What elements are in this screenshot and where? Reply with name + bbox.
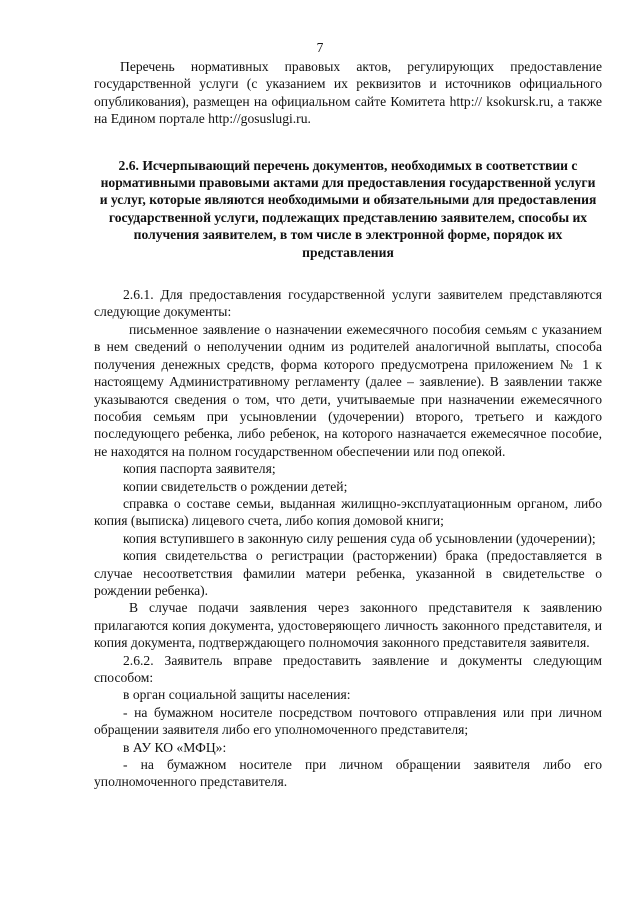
page-number: 7 — [316, 40, 324, 55]
paragraph-passport-copy: копия паспорта заявителя; — [123, 461, 276, 477]
paragraph-2-6-2: 2.6.2. Заявитель вправе предоставить заявление и документы следующим способом: — [94, 652, 602, 685]
paragraph-marriage-certificate: копия свидетельства о регистрации (расторжении) брака (предоставляется в случае несоответствия фамилии матери ребенка, указанной в свидетельстве о рождении ребенка). — [94, 548, 602, 598]
paragraph-family-certificate: справка о составе семьи, выданная жилищно-эксплуатационным органом, либо копия (выписка) лицевого счета, либо копия домовой книги; — [94, 495, 602, 529]
paragraph-application: письменное заявление о назначении ежемесячного пособия семьям с указанием в нем сведений о неполучении одним из родителей аналогичной выплаты, способа получения денежных средств, форма которого предусмотрена приложением № 1 к настоящему Административному регламенту (далее – заявление). В заявлении также указываются сведения о том, что дети, учитываемые при назначении ежемесячного пособия семьям при усыновлении (удочерении) второго, третьего и каждого последующего ребенка, либо ребенок, на которого назначается ежемесячное пособие, не находятся на полном государственном обеспечении или под опекой. — [94, 321, 602, 459]
paragraph-court-decision: копия вступившего в законную силу решения суда об усыновлении (удочерении); — [123, 530, 596, 546]
paragraph-mfc: в АУ КО «МФЦ»: — [123, 739, 227, 755]
paragraph-birth-certificates: копии свидетельств о рождении детей; — [123, 478, 348, 494]
paragraph-2-6-1: 2.6.1. Для предоставления государственной услуги заявителем представляются следующие документы: — [94, 287, 602, 320]
document-body — [94, 58, 602, 791]
paragraph-paper-personal: - на бумажном носителе при личном обращении заявителя либо его уполномоченного представителя. — [94, 757, 602, 790]
intro-paragraph: Перечень нормативных правовых актов, регулирующих предоставление государственной услуги (с указанием их реквизитов и источников официального опубликования), размещен на официальном сайте Комитета http:// ksokursk.ru, а также на Едином портале http://gosuslugi.ru. — [94, 59, 602, 127]
paragraph-paper-mail: - на бумажном носителе посредством почтового отправления или при личном обращении заявителя либо его уполномоченного представителя; — [94, 704, 602, 738]
paragraph-social-protection-body: в орган социальной защиты населения: — [123, 687, 351, 703]
paragraph-legal-representative: В случае подачи заявления через законного представителя к заявлению прилагаются копия документа, удостоверяющего личность законного представителя, и копия документа, подтверждающего полномочия законного представителя заявителя. — [94, 600, 602, 651]
section-title: 2.6. Исчерпывающий перечень документов, необходимых в соответствии с нормативными правовыми актами для предоставления государственной услуги и услуг, которые являются необходимыми и обязательными для предоставления государственной услуги, подлежащих представлению заявителем, способы их получения заявителем, в том числе в электронной форме, порядок их представления — [99, 157, 597, 260]
